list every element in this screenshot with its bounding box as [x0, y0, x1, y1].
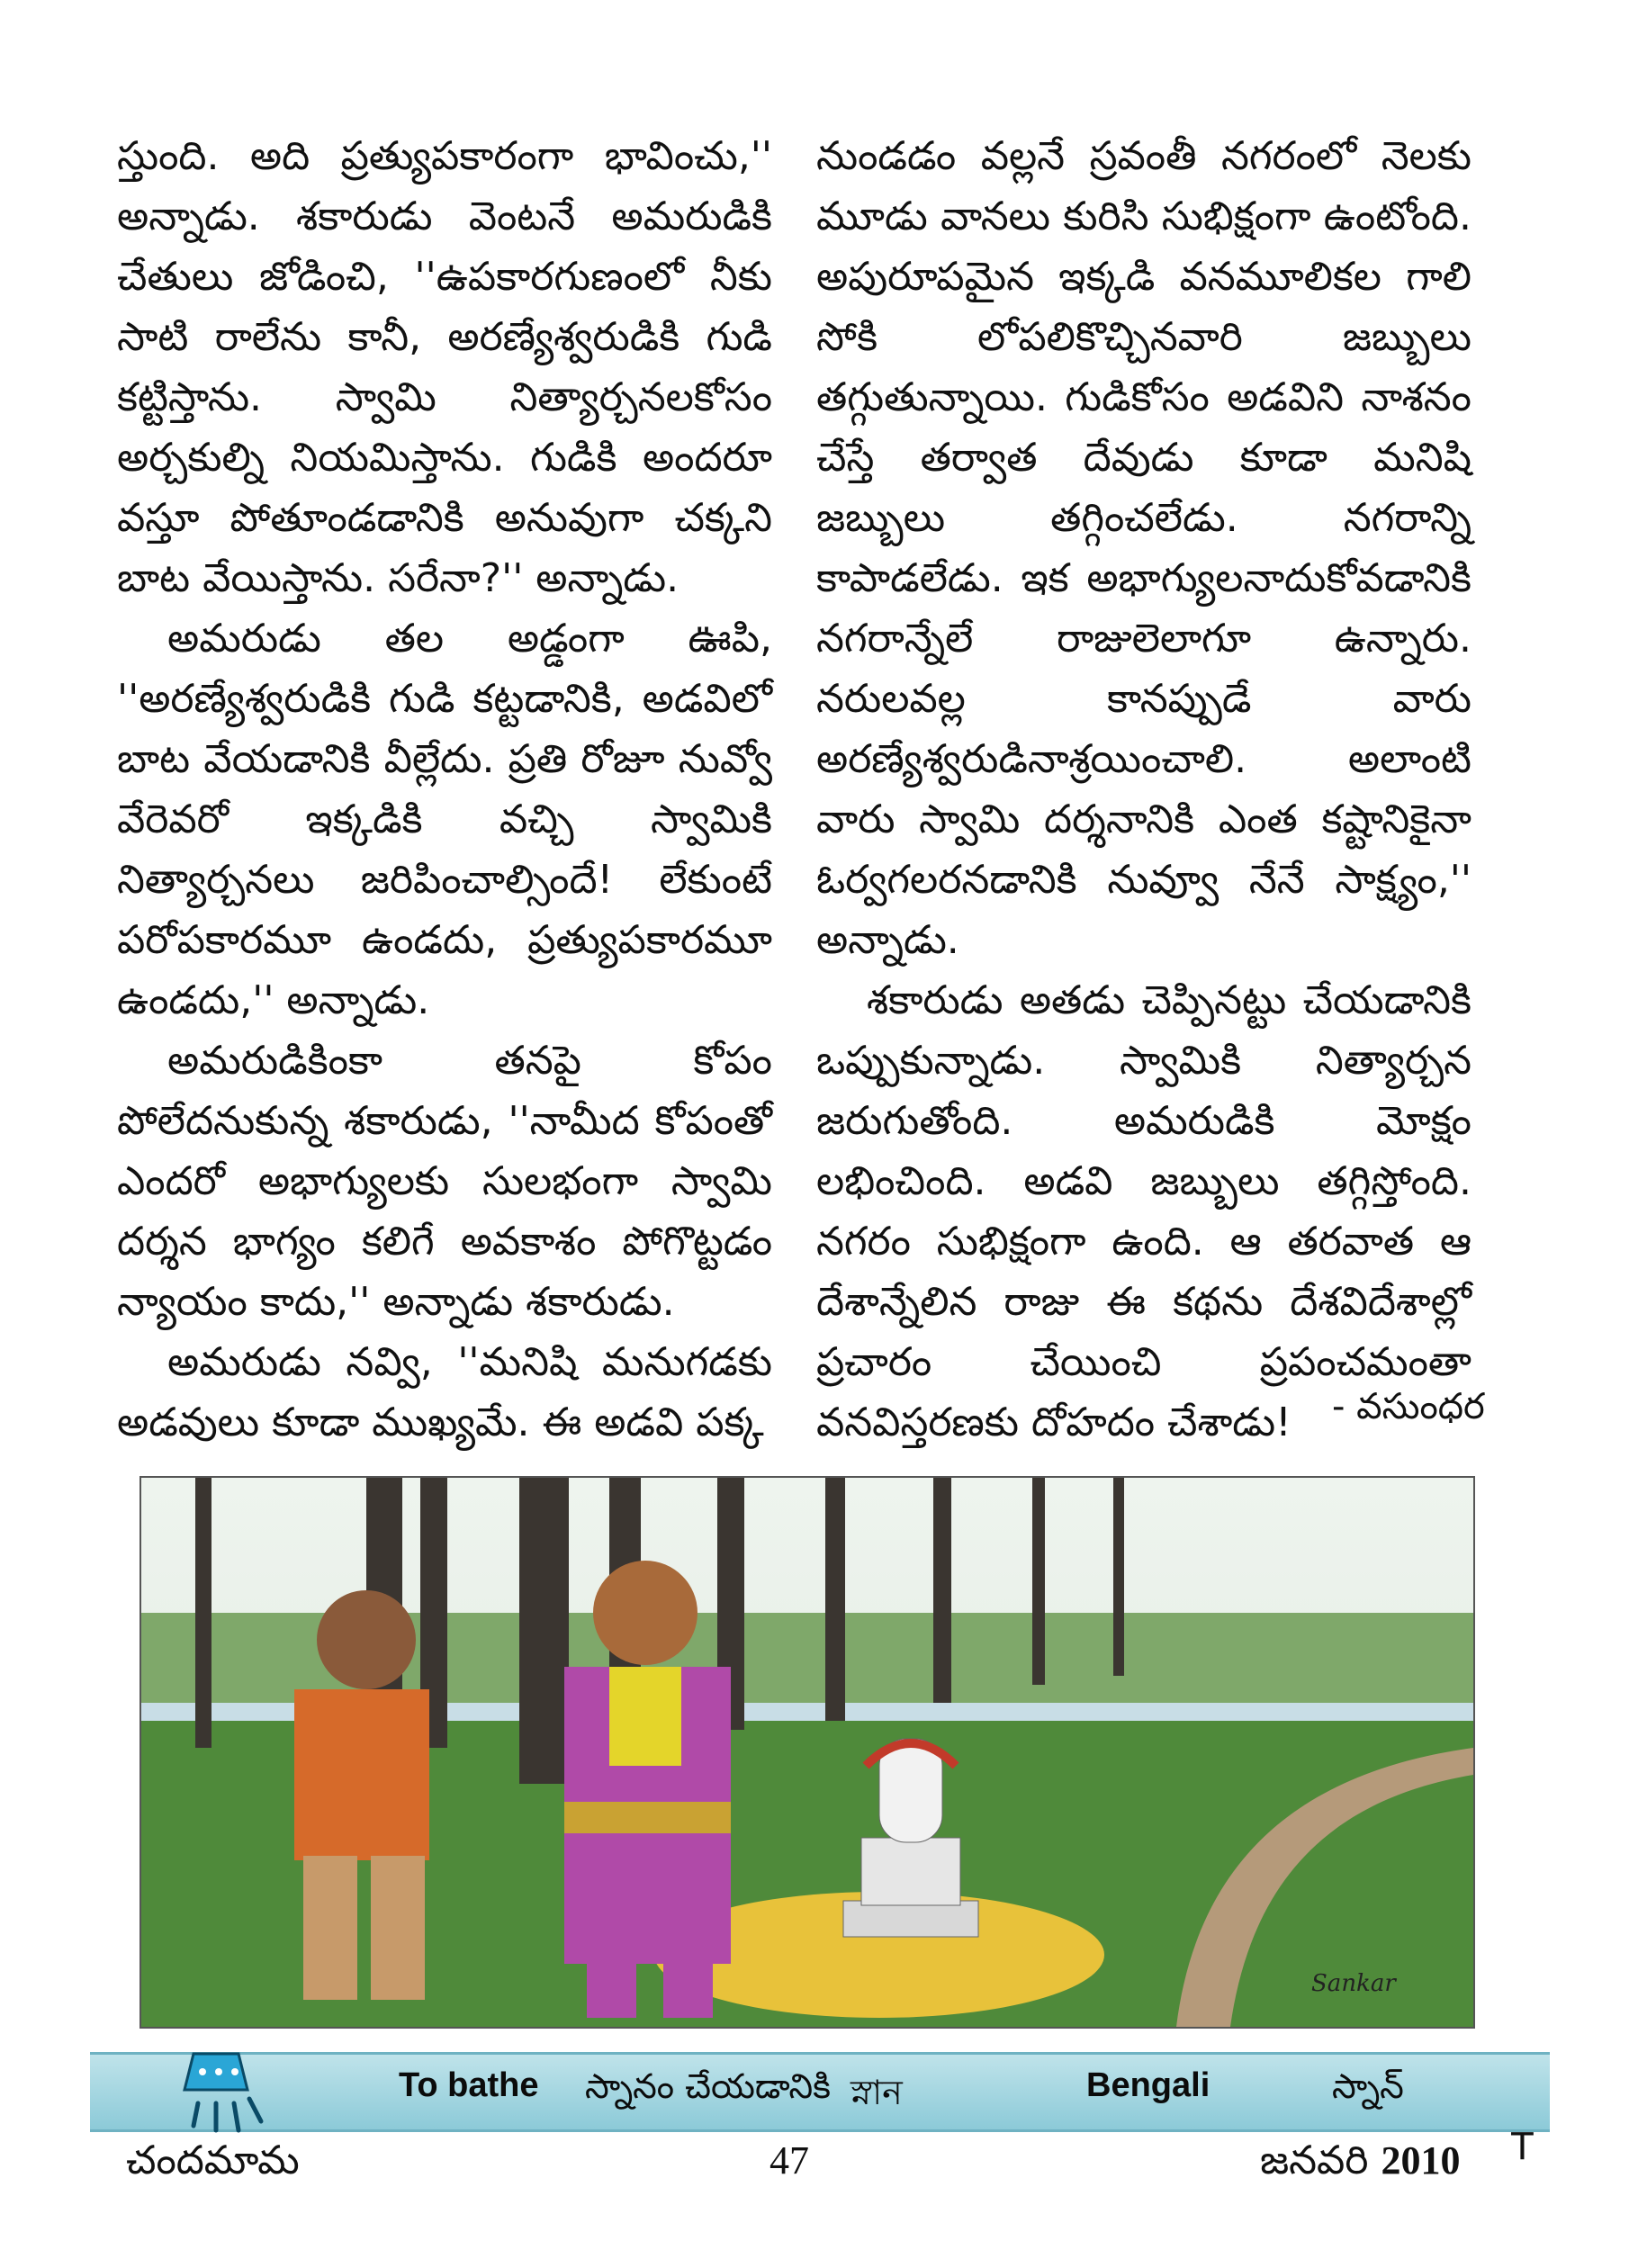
illustrator-signature: Sankar: [1311, 1970, 1396, 1997]
story-illustration: [140, 1476, 1475, 2029]
paragraph: అమరుడు నవ్వి, ''మనిషి మనుగడకు అడవులు కూడా ముఖ్యమే. ఈ అడవి పక్క: [117, 1339, 772, 1445]
paragraph: నుండడం వల్లనే స్రవంతీ నగరంలో నెలకు మూడు వానలు కురిసి సుభిక్షంగా ఉంటోంది. అపురూపమైన ఇక్కడి వనమూలికల గాలి సోకి లోపలికొచ్చినవారి జబ్బులు తగ్గుతున్నాయి. గుడికోసం అడవిని నాశనం చేస్తే తర్వాత దేవుడు కూడా మనిషి జబ్బులు తగ్గించలేడు. నగరాన్ని కాపాడలేడు. ఇక అభాగ్యులనాదుకోవడానికి నగరాన్నేలే రాజులెలాగూ ఉన్నారు. నరులవల్ల కానప్పుడే వారు అరణ్యేశ్వరుడినాశ్రయించాలి. అలాంటి వారు స్వామి దర్శనానికి ఎంత కష్టానికైనా ఓర్వగలరనడానికి నువ్వూ నేనే సాక్ష్యం,'' అన్నాడు.: [816, 133, 1472, 963]
vocab-transliteration: స్నాన్: [1332, 2066, 1404, 2106]
paragraph: అమరుడికింకా తనపై కోపం పోలేదనుకున్న శకారుడు, ''నామీద కోపంతో ఎందరో అభాగ్యులకు సులభంగా స్వామి దర్శన భాగ్యం కలిగే అవకాశం పోగొట్టడం న్యాయం కాదు,'' అన్నాడు శకారుడు.: [117, 1038, 772, 1325]
issue-month: జనవరి: [1260, 2138, 1369, 2183]
vocab-language: Bengali: [1086, 2066, 1210, 2104]
paragraph: అమరుడు తల అడ్డంగా ఊపి, ''అరణ్యేశ్వరుడికి గుడి కట్టడానికి, అడవిలో బాట వేయడానికి వీల్లేదు. ప్రతి రోజూ నువ్వో వేరెవరో ఇక్కడికి వచ్చి స్వామికి నిత్యార్చనలు జరిపించాల్సిందే! లేకుంటే పరోపకారమూ ఉండదు, ప్రత్యుపకారమూ ఉండదు,'' అన్నాడు.: [117, 616, 772, 1023]
vocab-bengali-script: স্নান: [850, 2073, 903, 2112]
magazine-name: చందమామ: [126, 2138, 300, 2183]
left-text-column: [117, 126, 772, 1453]
right-text-column: [816, 126, 1472, 1453]
paragraph: స్తుంది. అది ప్రత్యుపకారంగా భావించు,'' అన్నాడు. శకారుడు వెంటనే అమరుడికి చేతులు జోడించి, ''ఉపకారగుణంలో నీకు సాటి రాలేను కానీ, అరణ్యేశ్వరుడికి గుడి కట్టిస్తాను. స్వామి నిత్యార్చనలకోసం అర్చకుల్ని నియమిస్తాను. గుడికి అందరూ వస్తూ పోతూండడానికి అనువుగా చక్కని బాట వేయిస్తాను. సరేనా?'' అన్నాడు.: [117, 133, 772, 601]
shower-icon: [176, 2036, 284, 2144]
vocab-english: To bathe: [399, 2066, 539, 2104]
vocab-telugu: స్నానం చేయడానికి: [585, 2066, 831, 2106]
paragraph: శకారుడు అతడు చెప్పినట్టు చేయడానికి ఒప్పుకున్నాడు. స్వామికి నిత్యార్చన జరుగుతోంది. అమరుడికి మోక్షం లభించింది. అడవి జబ్బులు తగ్గిస్తోంది. నగరం సుభిక్షంగా ఉంది. ఆ తరవాత ఆ దేశాన్నేలిన రాజు ఈ కథను దేశవిదేశాల్లో ప్రచారం చేయించి ప్రపంచమంతా వనవిస్తరణకు దోహదం చేశాడు!: [816, 977, 1472, 1445]
issue-year: 2010: [1381, 2138, 1461, 2182]
illustration-art: [141, 1478, 1473, 2027]
issue-date: [1260, 2138, 1460, 2193]
author-signature: - వసుంధర: [1332, 1386, 1485, 1427]
page-number: 47: [770, 2138, 809, 2182]
footer-mark: T: [1510, 2124, 1534, 2168]
